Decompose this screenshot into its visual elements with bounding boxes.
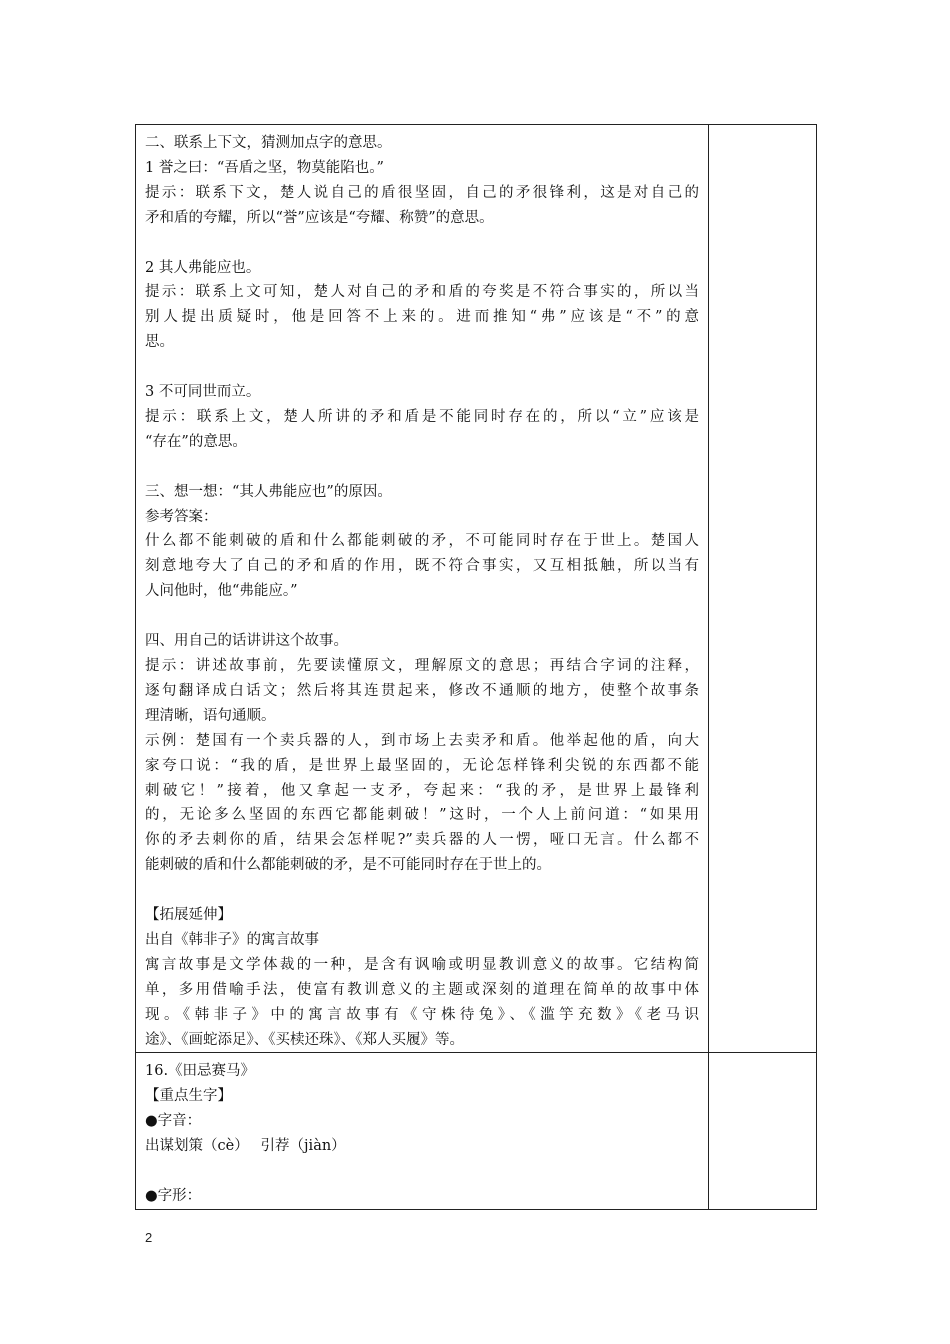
text-line: 提示：联系下文，楚人说自己的盾很坚固，自己的矛很锋利，这是对自己的 [145,184,699,201]
text-line: 出自《韩非子》的寓言故事 [145,931,319,948]
lesson-text-block [136,1053,708,1208]
text-line: 四、用自己的话讲讲这个故事。 [145,633,348,650]
lesson-cell [136,1053,709,1209]
lesson-cell [136,125,709,1053]
text-line: 参考答案： [145,508,218,525]
text-line: 16.《田忌赛马》 [145,1063,256,1080]
text-line: 矛和盾的夸耀，所以“誉”应该是“夸耀、称赞”的意思。 [145,209,494,226]
text-line: 家夸口说：“我的盾，是世界上最坚固的，无论怎样锋利尖锐的东西都不能 [145,757,699,774]
text-line: 逐句翻译成白话文；然后将其连贯起来，修改不通顺的地方，使整个故事条 [145,682,699,699]
text-line: 提示：联系上文，楚人所讲的矛和盾是不能同时存在的，所以“立”应该是 [145,408,699,425]
text-line: 刺破它！”接着，他又拿起一支矛，夸起来：“我的矛，是世界上最锋利 [145,782,699,799]
text-line: ●字音： [145,1113,202,1130]
text-line: 提示：讲述故事前，先要读懂原文，理解原文的意思；再结合字词的注释， [145,657,699,674]
text-line: 出谋划策（cè） 引荐（jiàn） [145,1138,346,1155]
blank-line [145,878,699,903]
text-line: 刻意地夸大了自己的矛和盾的作用，既不符合事实，又互相抵触，所以当有 [145,558,699,575]
text-line: 你的矛去刺你的盾，结果会怎样呢?”卖兵器的人一愣，哑口无言。什么都不 [145,832,699,849]
table-row [136,125,817,1053]
text-line: 二、联系上下文，猜测加点字的意思。 [145,135,392,151]
text-line: ●字形： [145,1187,202,1204]
lesson-text-block [136,125,708,1052]
text-line: 三、想一想：“其人弗能应也”的原因。 [145,483,392,500]
text-line: 【拓展延伸】 [145,907,232,924]
text-line: 思。 [145,334,174,351]
text-line: 现。《韩非子》中的寓言故事有《守株待兔》、《滥竽充数》《老马识 [145,1006,699,1023]
text-line: 单，多用借喻手法，使富有教训意义的主题或深刻的道理在简单的故事中体 [145,981,699,998]
text-line: 1 誉之曰：“吾盾之坚，物莫能陷也。” [145,159,384,176]
text-line: 示例：楚国有一个卖兵器的人，到市场上去卖矛和盾。他举起他的盾，向大 [145,732,699,749]
text-line: 【重点生字】 [145,1088,232,1105]
table-row [136,1053,817,1209]
blank-line [145,355,699,380]
text-line: 寓言故事是文学体裁的一种，是含有讽喻或明显教训意义的故事。它结构简 [145,956,699,973]
text-line: 的，无论多么坚固的东西它都能刺破！”这时，一个人上前问道：“如果用 [145,807,699,824]
text-line: 什么都不能刺破的盾和什么都能刺破的矛，不可能同时存在于世上。楚国人 [145,533,699,550]
content-table [135,124,817,1210]
blank-line [145,455,699,480]
blank-line [145,604,699,629]
notes-cell [709,125,817,1053]
text-line: 人问他时，他“弗能应。” [145,583,298,600]
blank-line [145,231,699,256]
text-line: 提示：联系上文可知，楚人对自己的矛和盾的夸奖是不符合事实的，所以当 [145,284,699,301]
text-line: 2 其人弗能应也。 [145,259,261,276]
text-line: 别人提出质疑时，他是回答不上来的。进而推知“弗”应该是“不”的意 [145,309,699,326]
blank-line [145,1159,699,1184]
text-line: 3 不可同世而立。 [145,384,261,401]
text-line: 能刺破的盾和什么都能刺破的矛，是不可能同时存在于世上的。 [145,857,551,874]
notes-cell [709,1053,817,1209]
text-line: “存在”的意思。 [145,433,247,450]
text-line: 理清晰，语句通顺。 [145,707,276,724]
page-number: 2 [145,1230,153,1245]
text-line: 途》、《画蛇添足》、《买椟还珠》、《郑人买履》等。 [145,1031,464,1048]
